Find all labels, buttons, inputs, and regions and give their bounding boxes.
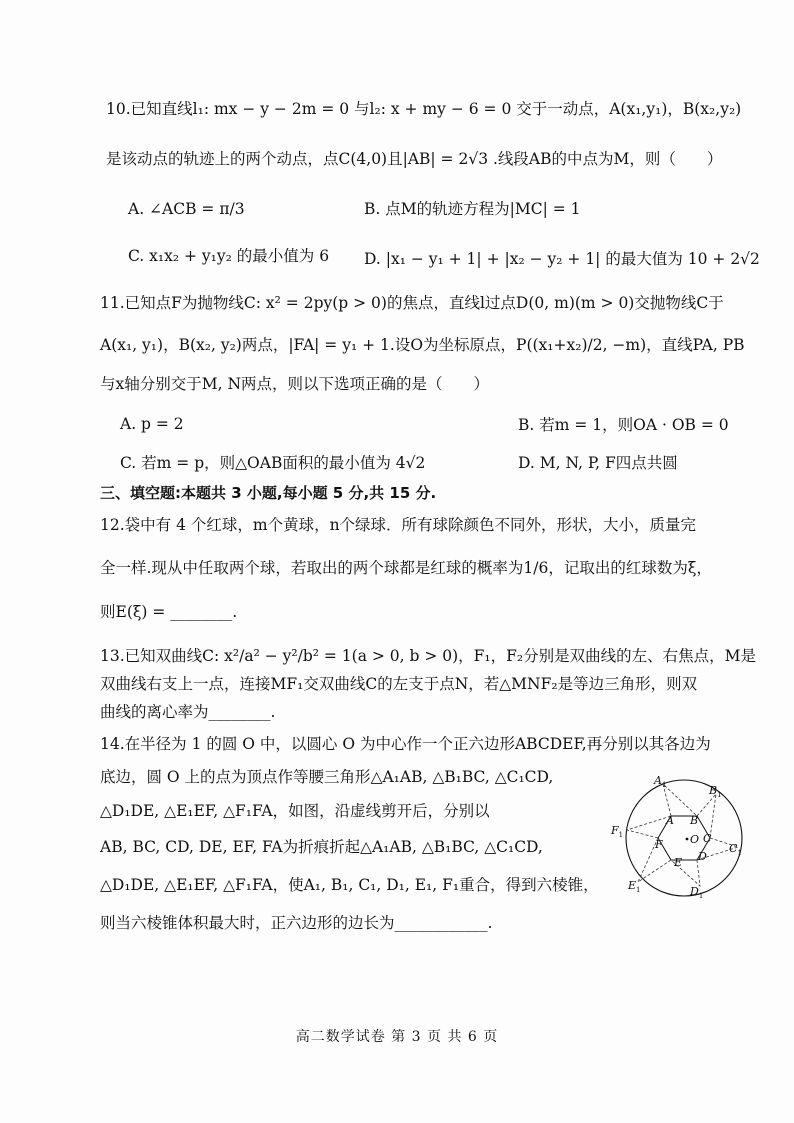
label-e1: $E_1$ bbox=[628, 879, 641, 894]
q12-line2: 全一样.现从中任取两个球，若取出的两个球都是红球的概率为1/6，记取出的红球数为ξ， bbox=[100, 559, 712, 577]
hexagon-circle-figure bbox=[608, 772, 760, 900]
q11-line3: 与x轴分别交于M, N两点，则以下选项正确的是（ ） bbox=[100, 375, 490, 393]
q14-line6: 则当六棱锥体积最大时，正六边形的边长为____________. bbox=[100, 914, 493, 932]
q14-line5: △D₁DE, △E₁EF, △F₁FA，使A₁, B₁, C₁, D₁, E₁, F₁重合，得到六棱锥， bbox=[100, 876, 599, 894]
q12-line1: 12.袋中有 4 个红球，m个黄球，n个绿球．所有球除颜色不同外，形状，大小，质量完 bbox=[100, 516, 697, 534]
label-f: F bbox=[655, 838, 663, 851]
label-e: E bbox=[674, 856, 683, 869]
q11-line1: 11.已知点F为抛物线C: x² = 2py(p > 0)的焦点，直线l过点D(0, m)(m > 0)交抛物线C于 bbox=[100, 294, 724, 312]
q11-option-b: B. 若m = 1，则OA · OB = 0 bbox=[518, 416, 729, 434]
q11-option-a: A. p = 2 bbox=[120, 415, 184, 433]
section-heading: 三、填空题:本题共 3 小题,每小题 5 分,共 15 分. bbox=[100, 484, 437, 502]
q14-line1: 14.在半径为 1 的圆 O 中，以圆心 O 为中心作一个正六边形ABCDEF,再分别以其各边为 bbox=[100, 735, 711, 753]
label-a: A bbox=[666, 814, 674, 827]
label-b: B bbox=[690, 814, 699, 827]
q10-option-c: C. x₁x₂ + y₁y₂ 的最小值为 6 bbox=[128, 247, 330, 265]
q12-line3: 则E(ξ) = ________. bbox=[100, 603, 238, 621]
label-b1: $B_1$ bbox=[709, 784, 722, 799]
q10-option-d: D. |x₁ − y₁ + 1| + |x₂ − y₂ + 1| 的最大值为 10 + 2√2 bbox=[364, 250, 760, 268]
q14-line2: 底边，圆 O 上的点为顶点作等腰三角形△A₁AB, △B₁BC, △C₁CD, bbox=[100, 768, 554, 786]
circle-o bbox=[626, 780, 742, 896]
label-f1: $F_1$ bbox=[611, 824, 624, 839]
q14-line4: AB, BC, CD, DE, EF, FA为折痕折起△A₁AB, △B₁BC, △C₁CD, bbox=[100, 838, 543, 856]
q10-option-a: A. ∠ACB = π/3 bbox=[128, 200, 245, 218]
center-o-dot bbox=[686, 838, 689, 841]
page-footer: 高二数学试卷 第 3 页 共 6 页 bbox=[295, 1029, 499, 1045]
label-o: O bbox=[690, 833, 700, 846]
label-c: C bbox=[703, 832, 712, 845]
q10-line2: 是该动点的轨迹上的两个动点，点C(4,0)且|AB| = 2√3 .线段AB的中点为M，则（ ） bbox=[106, 150, 723, 168]
q11-line2: A(x₁, y₁)，B(x₂, y₂)两点，|FA| = y₁ + 1.设O为坐标原点，P((x₁+x₂)/2, −m)，直线PA, PB bbox=[100, 336, 745, 354]
label-a1: $A_1$ bbox=[654, 774, 667, 789]
label-d1: $D_1$ bbox=[690, 885, 704, 900]
q10-line1: 10.已知直线l₁: mx − y − 2m = 0 与l₂: x + my − 6 = 0 交于一动点，A(x₁,y₁)，B(x₂,y₂) bbox=[106, 100, 742, 118]
dashed-cut-lines bbox=[627, 784, 738, 886]
q10-option-b: B. 点M的轨迹方程为|MC| = 1 bbox=[364, 200, 581, 218]
q11-option-d: D. M, N, P, F四点共圆 bbox=[518, 454, 678, 472]
q13-line2: 双曲线右支上一点，连接MF₁交双曲线C的左支于点N，若△MNF₂是等边三角形，则双 bbox=[100, 675, 698, 693]
q11-option-c: C. 若m = p，则△OAB面积的最小值为 4√2 bbox=[120, 454, 426, 472]
label-d: D bbox=[698, 850, 707, 863]
q13-line1: 13.已知双曲线C: x²/a² − y²/b² = 1(a > 0, b > 0)，F₁，F₂分别是双曲线的左、右焦点，M是 bbox=[100, 647, 756, 665]
q13-line3: 曲线的离心率为________. bbox=[100, 703, 276, 721]
label-c1: $C_1$ bbox=[729, 842, 742, 857]
q14-line3: △D₁DE, △E₁EF, △F₁FA，如图，沿虚线剪开后，分别以 bbox=[100, 802, 490, 820]
